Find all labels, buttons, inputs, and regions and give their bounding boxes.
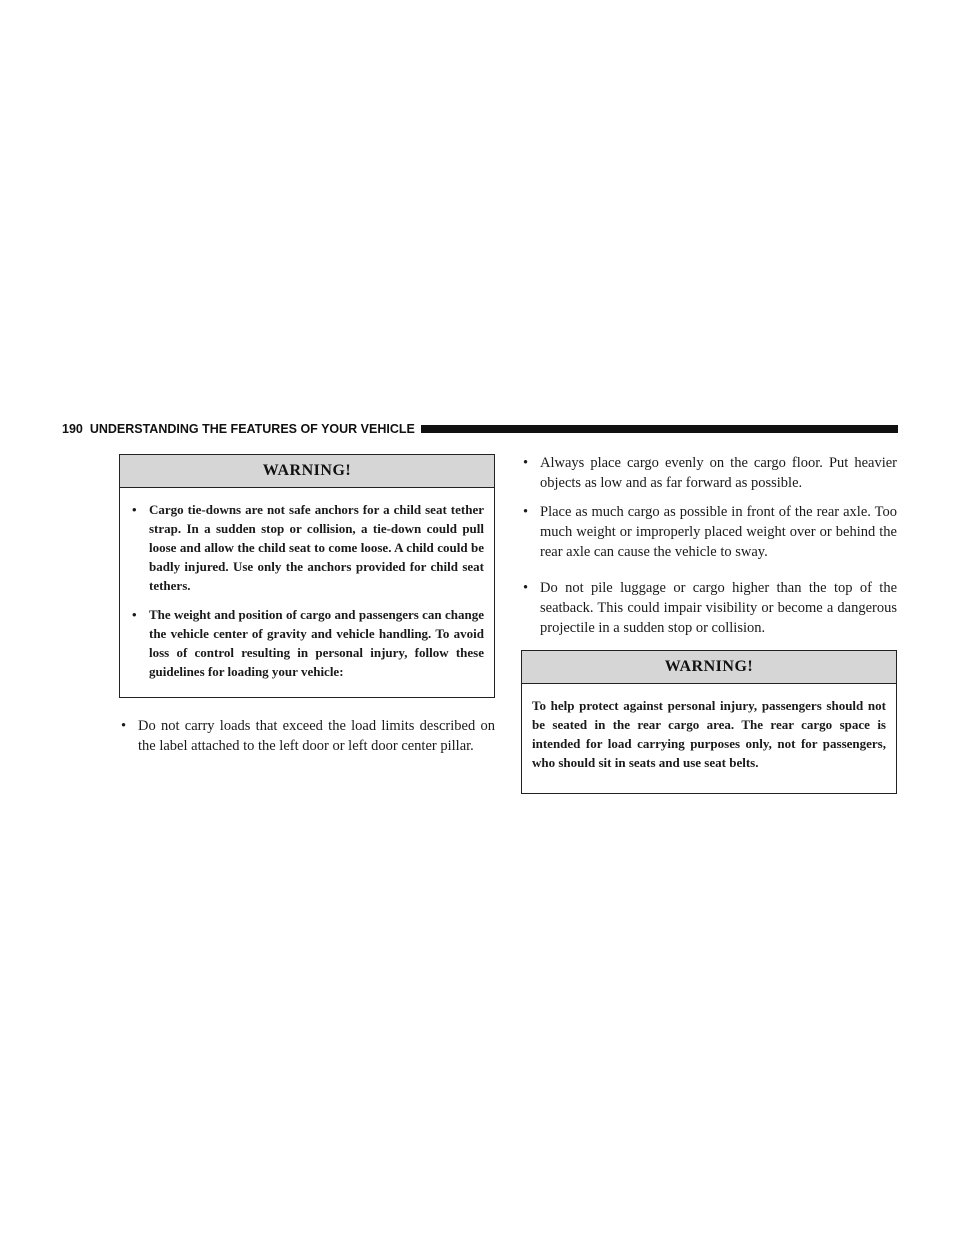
- header-text: [62, 420, 421, 438]
- warning-bullet-text: The weight and position of cargo and passengers can change the vehicle center of gravity and vehicle handling. To avoid loss of control resulting in personal injury, follow these guidelines for loading your vehicle:: [149, 607, 484, 679]
- warning-bullet: [130, 500, 484, 595]
- list-item: [521, 453, 897, 493]
- list-item: [521, 578, 897, 638]
- warning-title: WARNING!: [522, 651, 896, 684]
- list-item-text: Do not carry loads that exceed the load limits described on the label attached to the left door or left door center pillar.: [138, 718, 495, 754]
- warning-bullet: [130, 605, 484, 681]
- bullet-icon: •: [132, 607, 137, 622]
- warning-text: To help protect against personal injury, passengers should not be seated in the rear cargo area. The rear cargo space is intended for load carrying purposes only, not for passengers, who should sit in seats and use seat belts.: [532, 698, 886, 770]
- page-number: 190: [62, 422, 83, 436]
- warning-title: WARNING!: [120, 455, 494, 488]
- bullet-icon: •: [523, 580, 529, 596]
- list-item-text: Do not pile luggage or cargo higher than the top of the seatback. This could impair visibility or become a dangerous projectile in a sudden stop or collision.: [540, 580, 897, 636]
- warning-box-child-seat: [119, 454, 495, 698]
- section-title: UNDERSTANDING THE FEATURES OF YOUR VEHICLE: [89, 422, 415, 436]
- bullet-icon: •: [132, 502, 137, 517]
- list-item: [521, 502, 897, 562]
- list-item: [119, 716, 495, 756]
- page-header: [62, 420, 898, 440]
- warning-bullet-text: Cargo tie-downs are not safe anchors for a child seat tether strap. In a sudden stop or collision, a tie-down could pull loose and allow the child seat to come loose. A child could be badly injured. Use only the anchors provided for child seat tethers.: [149, 502, 484, 593]
- warning-body: [522, 684, 896, 772]
- warning-body: [120, 488, 494, 681]
- list-item-text: Always place cargo evenly on the cargo floor. Put heavier objects as low and as far forward as possible.: [540, 455, 897, 491]
- warning-box-cargo-area: [521, 650, 897, 794]
- bullet-icon: •: [121, 718, 127, 734]
- bullet-icon: •: [523, 455, 529, 471]
- list-item-text: Place as much cargo as possible in front of the rear axle. Too much weight or improperly placed weight over or behind the rear axle can cause the vehicle to sway.: [540, 504, 897, 560]
- bullet-icon: •: [523, 504, 529, 520]
